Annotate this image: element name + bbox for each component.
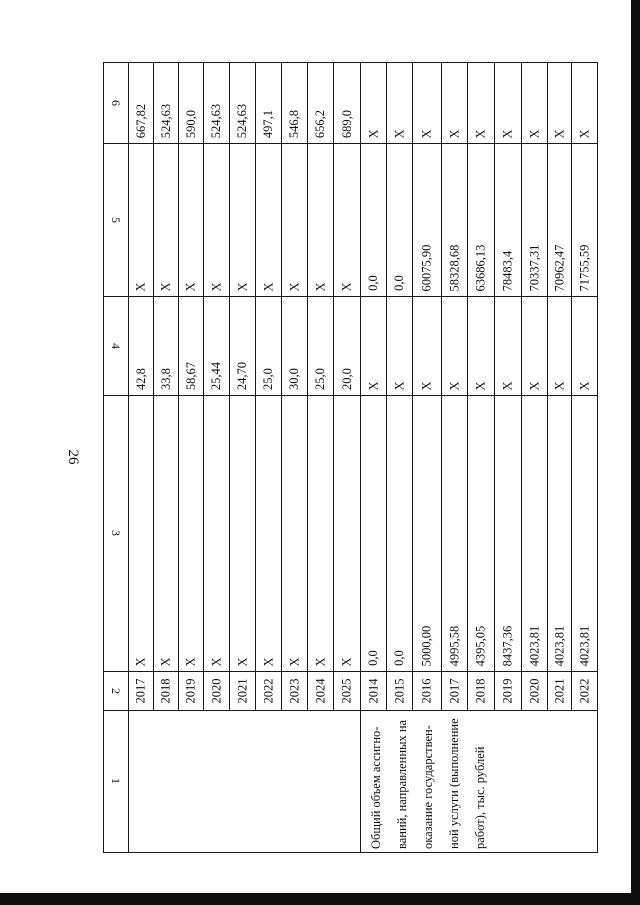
year-label: 5000,00 — [419, 625, 434, 666]
year-label: 4023,81 — [526, 625, 541, 666]
cell-value: Х — [527, 128, 542, 139]
cell-value: Х — [392, 128, 407, 139]
cell-value: Х — [577, 128, 592, 139]
cell-value: 71755,59 — [576, 244, 591, 291]
column-number: 2 — [108, 687, 123, 694]
cell-value: Х — [527, 380, 542, 391]
table-cell — [521, 395, 548, 672]
cell-value: 656,2 — [313, 109, 328, 139]
cell-value: 58328,68 — [446, 244, 461, 291]
cell-value: 546,8 — [287, 109, 302, 139]
table-cell — [255, 395, 282, 672]
cell-value: Х — [209, 281, 224, 292]
cell-value: 524,63 — [158, 103, 173, 139]
cell-value: Х — [235, 281, 250, 292]
cell-value: Х — [158, 281, 173, 292]
cell-value: 0,0 — [391, 275, 406, 291]
year-label: 2016 — [419, 678, 434, 703]
table-cell — [281, 395, 308, 672]
year-label: 2021 — [235, 678, 249, 703]
table-cell — [153, 143, 179, 297]
year-label: Х — [183, 656, 198, 667]
cell-value: Х — [552, 128, 567, 139]
year-label: 4023,81 — [551, 625, 566, 666]
cell-value: 497,1 — [261, 109, 276, 139]
table-cell — [307, 395, 334, 672]
year-label: Х — [339, 656, 354, 667]
cell-value: Х — [447, 380, 462, 391]
cell-value: Х — [133, 281, 148, 292]
cell-value: Х — [473, 380, 488, 391]
year-label: 2015 — [392, 678, 406, 703]
cell-value: Х — [447, 128, 462, 139]
year-label: Х — [313, 656, 328, 667]
table-cell — [281, 143, 308, 297]
cell-value: Х — [313, 281, 328, 292]
table-cell — [547, 395, 572, 672]
table-cell — [128, 395, 154, 672]
cell-value: Х — [366, 380, 381, 391]
cell-value: 58,67 — [183, 361, 198, 391]
cell-value: 33,8 — [158, 368, 173, 390]
cell-value: 78483,4 — [500, 250, 515, 291]
cell-value: 42,8 — [133, 368, 148, 390]
table-cell — [360, 143, 387, 297]
year-label: 0,0 — [391, 650, 406, 666]
year-label: 2018 — [158, 678, 173, 703]
table-cell — [441, 395, 468, 672]
table-cell — [203, 395, 230, 672]
year-label: Х — [209, 656, 224, 667]
year-label: 2021 — [552, 678, 566, 703]
cell-value: 25,0 — [260, 368, 275, 390]
year-label: 4395,05 — [473, 625, 488, 666]
column-number: 6 — [108, 99, 123, 106]
year-label: 2014 — [366, 678, 380, 703]
year-label: 2019 — [183, 678, 198, 703]
year-label: 2017 — [447, 678, 461, 703]
year-label: 4023,81 — [576, 625, 591, 666]
year-label: 2017 — [133, 678, 148, 703]
cell-value: Х — [500, 380, 515, 391]
cell-value: 0,0 — [365, 275, 380, 291]
table-cell — [255, 143, 282, 297]
year-label: Х — [133, 656, 148, 667]
year-label: 2020 — [527, 678, 541, 703]
table-cell — [333, 395, 361, 672]
year-label: Х — [261, 656, 276, 667]
cell-value: 63686,13 — [473, 244, 488, 291]
cell-value: 70337,31 — [526, 244, 541, 291]
year-label: 2025 — [339, 678, 354, 703]
cell-value: Х — [552, 380, 567, 391]
table-cell — [412, 395, 442, 672]
cell-value: Х — [473, 128, 488, 139]
cell-value: Х — [577, 380, 592, 391]
cell-value: 524,63 — [209, 103, 224, 139]
description-line: Общий объем ассигно- — [369, 726, 383, 849]
table-cell — [494, 395, 522, 672]
description-line: ваний, направленных на — [395, 719, 409, 849]
table-cell — [360, 395, 387, 672]
table-cell — [307, 143, 334, 297]
year-label: 8437,36 — [500, 625, 515, 666]
cell-value: Х — [183, 281, 198, 292]
table-cell — [203, 143, 230, 297]
empty-description-cell — [128, 710, 361, 853]
cell-value: 689,0 — [339, 109, 354, 139]
cell-value: Х — [339, 281, 354, 292]
table-cell — [178, 395, 204, 672]
cell-value: Х — [287, 281, 302, 292]
year-label: Х — [235, 656, 250, 667]
cell-value: 60075,90 — [419, 244, 434, 291]
table-cell — [333, 143, 361, 297]
cell-value: 24,70 — [235, 361, 250, 391]
table-cell — [229, 143, 256, 297]
column-number: 1 — [108, 778, 123, 784]
cell-value: Х — [261, 281, 276, 292]
page-number-text: 26 — [65, 449, 81, 465]
table-cell — [386, 395, 413, 672]
description-line: ной услуги (выполнение — [447, 718, 461, 849]
table-cell — [467, 395, 495, 672]
year-label: 2022 — [577, 678, 591, 703]
table-cell — [229, 395, 256, 672]
year-label: 2019 — [500, 678, 515, 703]
year-label: 2022 — [261, 678, 275, 703]
table-cell — [128, 143, 154, 297]
year-label: 4995,58 — [446, 625, 461, 666]
table-cell — [153, 395, 179, 672]
column-number: 4 — [108, 342, 123, 349]
table-cell — [386, 143, 413, 297]
year-label: Х — [287, 656, 302, 667]
cell-value: 667,82 — [133, 103, 148, 139]
cell-value: Х — [500, 128, 515, 139]
year-label: Х — [158, 656, 173, 667]
cell-value: 30,0 — [286, 368, 301, 390]
cell-value: 524,63 — [235, 103, 250, 139]
table-cell — [178, 143, 204, 297]
column-number: 5 — [108, 216, 123, 223]
cell-value: Х — [366, 128, 381, 139]
column-number: 3 — [108, 530, 123, 536]
cell-value: Х — [392, 380, 407, 391]
description-text — [363, 713, 493, 849]
year-label: 2018 — [473, 678, 488, 703]
year-label: 2024 — [313, 678, 327, 703]
cell-value: 590,0 — [183, 109, 198, 139]
table-cell — [571, 395, 598, 672]
description-line: работ), тыс. рублей — [473, 746, 487, 849]
cell-value: 25,0 — [312, 368, 327, 390]
year-label: 0,0 — [365, 650, 380, 666]
cell-value: Х — [419, 128, 434, 139]
cell-value: 25,44 — [209, 361, 224, 391]
cell-value: 70962,47 — [551, 244, 566, 291]
year-label: 2023 — [287, 678, 301, 703]
cell-value: 20,0 — [339, 368, 354, 390]
cell-value: Х — [419, 380, 434, 391]
description-line: оказание государствен- — [421, 725, 435, 849]
year-label: 2020 — [209, 678, 223, 703]
